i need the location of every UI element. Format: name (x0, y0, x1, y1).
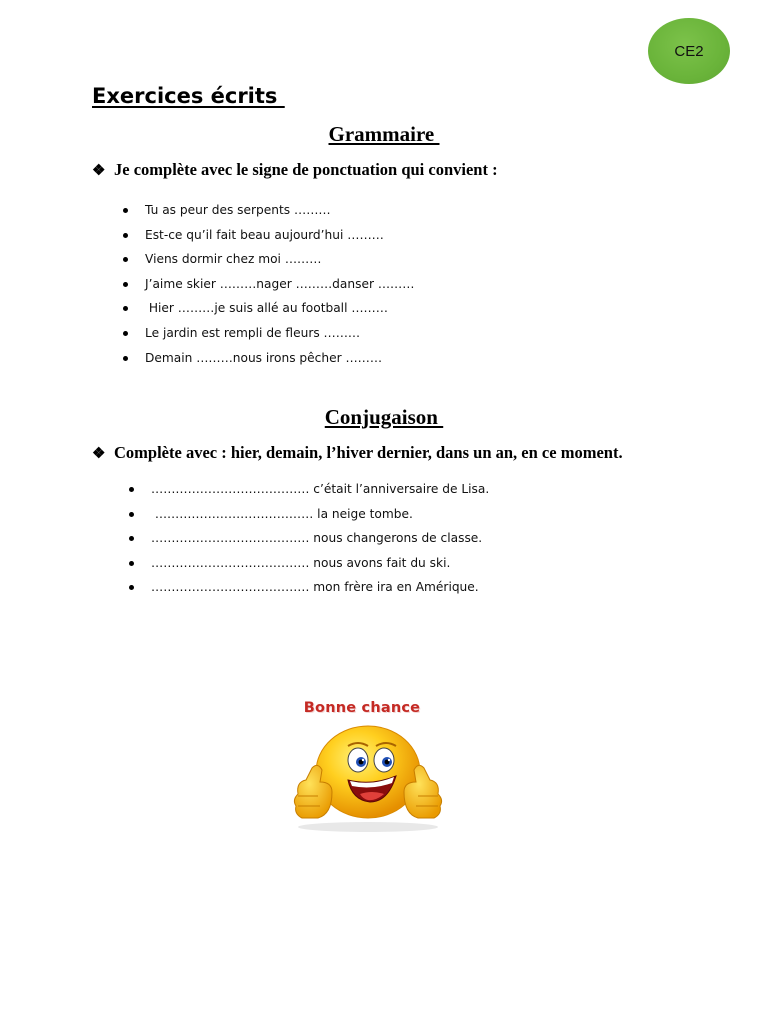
list-item: Viens dormir chez moi ……… (145, 247, 414, 272)
thumbs-up-smiley-icon (288, 722, 448, 834)
grammar-exercise-list (145, 198, 414, 370)
list-item: Hier ………je suis allé au football ……… (145, 296, 414, 321)
good-luck-text: Bonne chance (303, 700, 421, 716)
grammar-instruction (92, 160, 498, 180)
list-item: Le jardin est rempli de fleurs ……… (145, 321, 414, 346)
list-item: Demain ………nous irons pêcher ……… (145, 346, 414, 371)
class-level-badge (648, 18, 730, 84)
list-item: ………………………………… nous avons fait du ski. (151, 551, 489, 576)
conjugation-exercise-list (151, 477, 489, 600)
list-item: ………………………………… la neige tombe. (151, 502, 489, 527)
conjugation-heading: Conjugaison (324, 405, 444, 429)
list-item: ………………………………… c’était l’anniversaire de Lisa. (151, 477, 489, 502)
class-level-label: CE2 (674, 42, 704, 60)
conjugation-instruction (92, 443, 623, 463)
list-item: J’aime skier ………nager ………danser ……… (145, 272, 414, 297)
list-item: ………………………………… nous changerons de classe. (151, 526, 489, 551)
list-item: Est-ce qu’il fait beau aujourd’hui ……… (145, 223, 414, 248)
list-item: Tu as peur des serpents ……… (145, 198, 414, 223)
grammar-heading: Grammaire (328, 122, 440, 146)
list-item: ………………………………… mon frère ira en Amérique. (151, 575, 489, 600)
page-title: Exercices écrits (92, 84, 285, 108)
diamond-bullet-icon: ❖ (92, 446, 106, 462)
diamond-bullet-icon: ❖ (92, 163, 106, 179)
grammar-instruction-text: Je complète avec le signe de ponctuation qui convient : (114, 160, 498, 179)
conjugation-instruction-text: Complète avec : hier, demain, l’hiver dernier, dans un an, en ce moment. (114, 443, 623, 462)
